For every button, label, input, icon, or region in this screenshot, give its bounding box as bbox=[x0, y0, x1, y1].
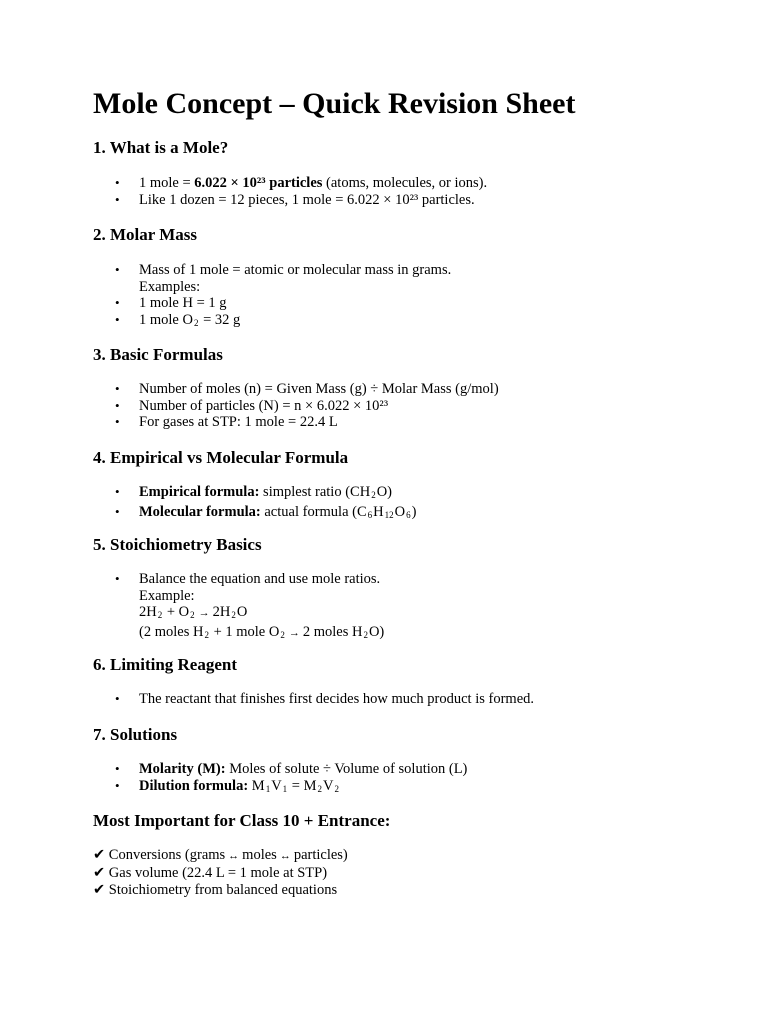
list-item: • The reactant that finishes first decides how much product is formed. bbox=[93, 691, 534, 708]
checklist-item: ✔ Stoichiometry from balanced equations bbox=[93, 882, 338, 898]
list-item: • Molecular formula: actual formula $(C_6H_{12}O_6)$ bbox=[93, 504, 416, 524]
section-7-heading: 7. Solutions bbox=[93, 725, 178, 744]
arrow-right-icon: → bbox=[288, 626, 300, 639]
section-1-heading: 1. What is a Mole? bbox=[93, 138, 229, 157]
page-title: Mole Concept – Quick Revision Sheet bbox=[93, 87, 576, 120]
list-item: • Number of moles (n) = Given Mass (g) ÷ Molar Mass (g/mol) bbox=[93, 381, 499, 398]
section-3-heading: 3. Basic Formulas bbox=[93, 345, 223, 364]
section-4-list bbox=[93, 484, 416, 523]
section-3-list bbox=[93, 381, 499, 431]
list-item: • Number of particles (N) = n × 6.022 × 10²³ bbox=[93, 398, 499, 415]
list-item: • Molarity (M): Moles of solute ÷ Volume of solution (L) bbox=[93, 761, 467, 778]
list-item: • Balance the equation and use mole ratios. Example: $2H_2 + O_2 \to 2H_2O$ (2 moles $H_2 + 1$ mole $O_2 \to 2$ moles $H_2O$) bbox=[93, 571, 384, 643]
arrow-right-icon: → bbox=[198, 607, 210, 620]
section-2-list bbox=[93, 262, 451, 331]
section-5-heading: 5. Stoichiometry Basics bbox=[93, 535, 262, 554]
double-arrow-icon: ↔ bbox=[228, 850, 240, 862]
list-item: • Dilution formula: $M_1V_1 = M_2V_2$ bbox=[93, 778, 467, 798]
important-heading: Most Important for Class 10 + Entrance: bbox=[93, 811, 391, 830]
section-2-heading: 2. Molar Mass bbox=[93, 225, 198, 244]
list-item: • Mass of 1 mole = atomic or molecular mass in grams. Examples: bbox=[93, 262, 451, 295]
important-checklist bbox=[93, 847, 348, 899]
section-4-heading: 4. Empirical vs Molecular Formula bbox=[93, 448, 349, 467]
section-6-heading: 6. Limiting Reagent bbox=[93, 655, 238, 674]
list-item: • 1 mole = 6.022 × 10²³ particles (atoms, molecules, or ions). bbox=[93, 175, 487, 192]
check-icon: ✔ bbox=[93, 865, 106, 881]
section-6-list bbox=[93, 691, 534, 708]
list-item: • 1 mole H = 1 g bbox=[93, 295, 451, 312]
double-arrow-icon: ↔ bbox=[279, 850, 291, 862]
section-7-list bbox=[93, 761, 467, 797]
chemical-equation: $2H_2 + O_2 \to 2H_2O$ bbox=[139, 604, 248, 621]
list-item: • For gases at STP: 1 mole = 22.4 L bbox=[93, 414, 499, 431]
list-item: • 1 mole $O_2 = 32$ g bbox=[93, 312, 451, 332]
check-icon: ✔ bbox=[93, 847, 106, 863]
list-item: • Empirical formula: simplest ratio $(CH_2O)$ bbox=[93, 484, 416, 504]
check-icon: ✔ bbox=[93, 882, 106, 898]
list-item: • Like 1 dozen = 12 pieces, 1 mole = 6.022 × 10²³ particles. bbox=[93, 192, 487, 209]
checklist-item: ✔ Gas volume (22.4 L = 1 mole at STP) bbox=[93, 865, 328, 881]
section-5-list bbox=[93, 571, 384, 643]
checklist-item: ✔ Conversions (grams ↔ moles ↔ particles) bbox=[93, 847, 348, 863]
mole-ratio-line: (2 moles $H_2 + 1$ mole $O_2 \to 2$ moles $H_2O$) bbox=[139, 623, 385, 640]
section-1-list bbox=[93, 175, 487, 208]
